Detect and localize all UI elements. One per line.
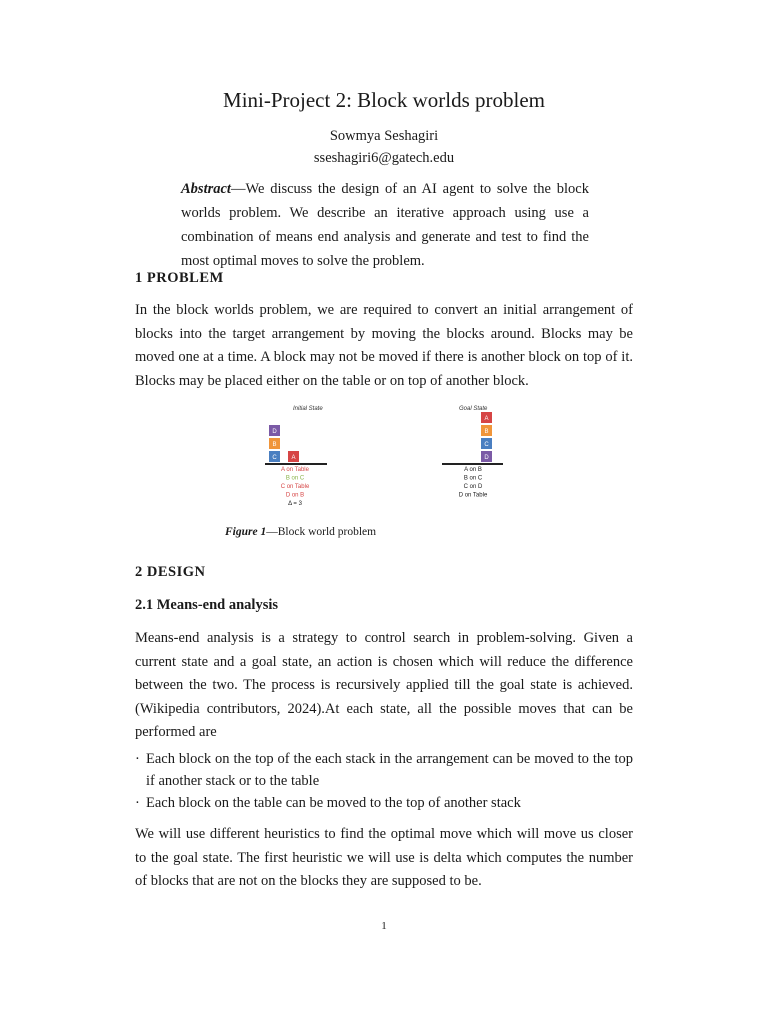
page-number: 1 [381,920,387,932]
block-c [481,438,492,449]
section-heading-design: 2 DESIGN [135,564,206,580]
initial-stack [269,425,299,462]
relation-label: A on Table [281,467,309,473]
abstract-text: —We discuss the design of an AI agent to solve the block worlds problem. We describe an iterative approach using use a combination of means end analysis and generate and test to find the most optimal moves to solve the problem. [181,181,589,269]
block-d [481,451,492,462]
block-b [481,425,492,436]
paper-title: Mini-Project 2: Block worlds problem [223,88,545,112]
svg-text:C: C [272,455,277,461]
goal-relations [459,467,488,499]
svg-text:D: D [484,455,489,461]
relation-label: B on C [285,475,305,482]
svg-text:D: D [272,429,277,435]
block-world-figure [255,400,515,515]
svg-text:A: A [484,416,489,422]
relation-label: D on Table [458,492,488,499]
figure-caption-label: Figure 1 [225,526,267,538]
figure-caption-text: —Block world problem [266,526,377,538]
relation-label: A on B [464,467,482,473]
section-heading-problem: 1 PROBLEM [135,270,224,286]
block-d [269,425,280,436]
abstract-lead: Abstract [181,181,231,197]
block-a [481,412,492,423]
relation-label: Δ = 3 [288,501,302,507]
means-end-paragraph: Means-end analysis is a strategy to control search in problem-solving. Given a current state and a goal state, an action is chosen which will reduce the difference between the two. The process is recursively applied till the goal state is achieved.(Wikipedia contributors, 2024).At each state, all the possible moves that can be performed are [135,630,633,740]
relation-label: D on B [285,492,305,499]
figure-caption [225,526,376,538]
relation-label: C on D [463,484,483,490]
abstract [181,177,589,273]
goal-state-label: Goal State [459,406,488,412]
block-b [269,438,280,449]
relation-label: B on C [463,475,483,482]
block-a [288,451,299,462]
author-name: Sowmya Seshagiri [329,128,439,144]
goal-stack [481,412,492,462]
initial-state-label: Initial State [293,406,323,412]
svg-text:B: B [484,429,489,435]
relation-label: C on Table [280,484,310,490]
svg-text:A: A [291,455,296,461]
initial-relations [281,467,310,507]
subsection-heading-means-end: 2.1 Means-end analysis [135,597,279,613]
list-item: · Each block on the table can be moved to the top of another stack [135,795,521,811]
list-item-text: Each block on the top of the each stack in the arrangement can be moved to the top if another stack or to the table [146,751,633,789]
moves-list [135,749,633,816]
svg-text:B: B [272,442,277,448]
problem-paragraph: In the block worlds problem, we are required to convert an initial arrangement of blocks into the target arrangement by moving the blocks around. Blocks may be moved one at a time. A block may not be moved if there is another block on top of it. Blocks may be placed either on the table or on top of another block. [135,302,633,389]
heuristic-paragraph: We will use different heuristics to find the optimal move which will move us closer to the goal state. The first heuristic we will use is delta which computes the number of blocks that are not on the blocks they are supposed to be. [135,826,633,889]
list-item: · Each block on the top of the each stack in the arrangement can be moved to the top if another stack or to the table [135,751,633,789]
list-item-text: Each block on the table can be moved to the top of another stack [146,795,521,811]
block-c [269,451,280,462]
author-email: sseshagiri6@gatech.edu [313,150,455,166]
svg-text:C: C [484,442,489,448]
